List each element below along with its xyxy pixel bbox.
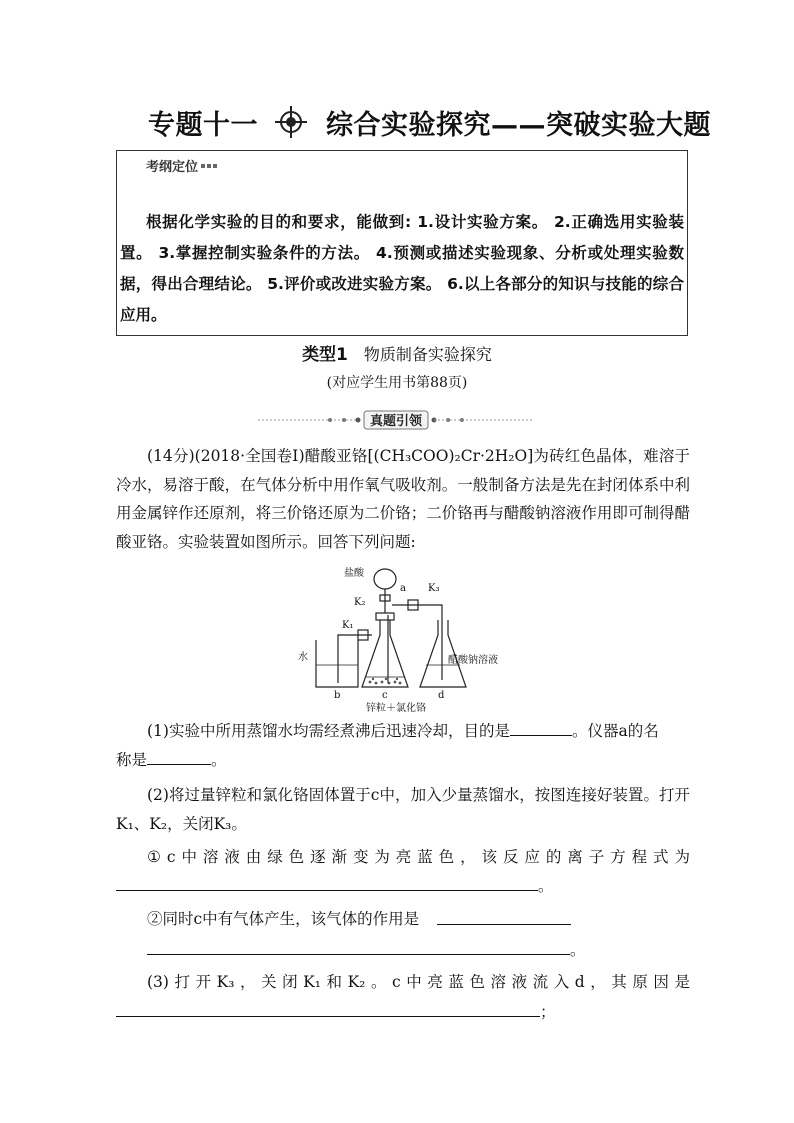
question-2-2: ②同时c中有气体产生，该气体的作用是	[147, 910, 420, 928]
question-3: (3)打开K₃，关闭K₁和K₂。c中亮蓝色溶液流入d，其原因是	[147, 973, 690, 991]
label-water: 水	[298, 652, 308, 663]
label-k1: K₁	[342, 620, 354, 631]
q1-answer-blank-2[interactable]	[147, 748, 211, 765]
q1-text-b: 。仪器a的名	[571, 722, 659, 740]
section-title	[0, 340, 794, 365]
label-hcl: 盐酸	[344, 568, 364, 579]
q1-text-a: (1)实验中所用蒸馏水均需经煮沸后迅速冷却，目的是	[147, 722, 510, 740]
section-divider	[258, 410, 534, 430]
label-zn: 锌粒＋氯化铬	[366, 703, 426, 713]
q2-1-end: 。	[538, 877, 554, 895]
q2-2-answer-line-1[interactable]	[437, 924, 571, 925]
question-1-cont	[116, 746, 690, 775]
dots-icon	[201, 164, 217, 168]
syllabus-text: 根据化学实验的目的和要求，能做到: 1.设计实验方案。 2.正确选用实验装置。 3.掌握控制实验条件的方法。 4.预测或描述实验现象、分析或处理实验数据，得出合理结论。 5.评价或改进实验方案。 6.以上各部分的知识与技能的综合应用。	[120, 213, 684, 324]
divider-label: 真题引领	[369, 414, 423, 429]
q2-2-end: 。	[570, 941, 586, 959]
section-type: 类型1	[302, 345, 348, 365]
syllabus-label-text: 考纲定位	[146, 160, 199, 175]
label-d: d	[438, 690, 445, 701]
chapter-number: 专题十一	[148, 109, 258, 141]
q2-2-answer-line-2[interactable]	[147, 954, 570, 955]
q3-answer-line[interactable]	[116, 1016, 540, 1017]
question-intro: (14分)(2018·全国卷Ⅰ)醋酸亚铬[(CH₃COO)₂Cr·2H₂O]为砖红色晶体，难溶于冷水，易溶于酸，在气体分析中用作氧气吸收剂。一般制备方法是先在封闭体系中利用金属锌作还原剂，将三价铬还原为二价铬；二价铬再与醋酸钠溶液作用即可制得醋酸亚铬。实验装置如图所示。回答下列问题:	[116, 447, 690, 551]
chapter-title	[148, 100, 768, 144]
label-k2: K₂	[354, 597, 366, 608]
q1-text-c: 称是	[116, 751, 148, 769]
label-c: c	[382, 690, 388, 701]
label-a: a	[400, 583, 406, 594]
syllabus-label	[146, 156, 217, 175]
chapter-name: 综合实验探究——突破实验大题	[326, 109, 711, 141]
page-reference: (对应学生用书第88页)	[326, 375, 468, 391]
label-k3: K₃	[428, 583, 440, 594]
q1-text-d: 。	[211, 751, 227, 769]
q3-end: ；	[540, 1003, 556, 1021]
question-1	[116, 717, 690, 746]
crosshair-emblem-icon	[274, 105, 308, 139]
section-subtitle: 物质制备实验探究	[363, 345, 492, 364]
question-2-1: ①c中溶液由绿色逐渐变为亮蓝色，该反应的离子方程式为	[147, 848, 690, 866]
q1-answer-blank-1[interactable]	[510, 719, 572, 736]
label-naac: 醋酸钠溶液	[448, 655, 498, 666]
label-b: b	[334, 690, 341, 701]
question-2: (2)将过量锌粒和氯化铬固体置于c中，加入少量蒸馏水，按图连接好装置。打开K₁、K₂，关闭K₃。	[116, 786, 690, 833]
q2-1-answer-line[interactable]	[116, 890, 538, 891]
apparatus-figure	[296, 565, 506, 713]
